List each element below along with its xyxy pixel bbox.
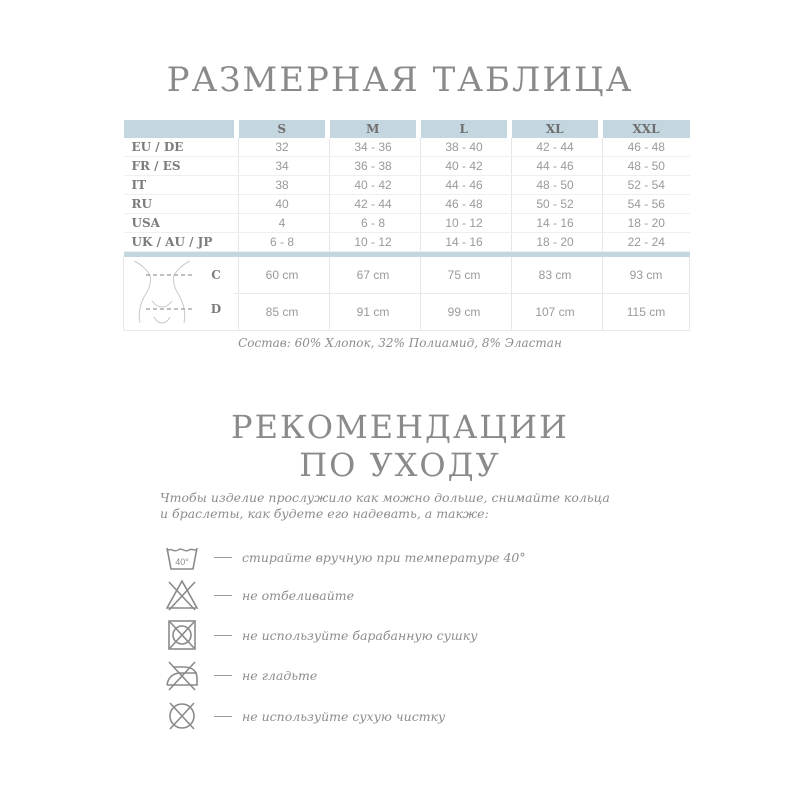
size-table: [123, 120, 690, 331]
table-cell: 32: [239, 138, 326, 157]
fabric-composition: Состав: 60% Хлопок, 32% Полиамид, 8% Эластан: [238, 336, 562, 350]
row-label: FR / ES: [124, 157, 235, 176]
care-text: не используйте барабанную сушку: [242, 627, 478, 643]
table-cell: 48 - 50: [512, 176, 599, 195]
table-cell: 52 - 54: [603, 176, 690, 195]
table-cell: 18 - 20: [603, 214, 690, 233]
body-figure-cell: [124, 257, 235, 331]
care-text: не отбеливайте: [242, 587, 355, 603]
care-item-no-tumble-dry: [162, 617, 602, 653]
table-cell: 40: [239, 195, 326, 214]
table-cell: 14 - 16: [512, 214, 599, 233]
size-header: XXL: [603, 120, 690, 138]
size-header: XL: [512, 120, 599, 138]
table-cell: 34: [239, 157, 326, 176]
table-cell: 6 - 8: [330, 214, 417, 233]
no-bleach-icon: [162, 577, 202, 613]
table-cell: 46 - 48: [603, 138, 690, 157]
table-cell: 67 cm: [330, 257, 417, 294]
table-cell: 18 - 20: [512, 233, 599, 252]
dash: [214, 716, 232, 717]
size-chart-title: РАЗМЕРНАЯ ТАБЛИЦА: [166, 60, 634, 100]
row-label: UK / AU / JP: [124, 233, 235, 252]
table-cell: 34 - 36: [330, 138, 417, 157]
table-cell: 115 cm: [603, 294, 690, 331]
table-row: [124, 176, 690, 195]
table-cell: 42 - 44: [512, 138, 599, 157]
table-cell: 10 - 12: [330, 233, 417, 252]
table-row: [124, 138, 690, 157]
torso-outline-icon: [134, 261, 190, 323]
table-cell: 14 - 16: [421, 233, 508, 252]
care-intro-line1: Чтобы изделие прослужило как можно дольше, снимайте кольца: [160, 490, 610, 505]
care-item-no-dry-clean: [162, 698, 602, 734]
row-label: RU: [124, 195, 235, 214]
measure-label-c: C: [211, 268, 221, 282]
no-tumble-dry-icon: [162, 617, 202, 653]
table-cell: 83 cm: [512, 257, 599, 294]
size-header: S: [239, 120, 326, 138]
dash: [214, 595, 232, 596]
table-row: [124, 195, 690, 214]
table-cell: 46 - 48: [421, 195, 508, 214]
table-cell: 75 cm: [421, 257, 508, 294]
table-cell: 40 - 42: [330, 176, 417, 195]
table-cell: 6 - 8: [239, 233, 326, 252]
size-header: L: [421, 120, 508, 138]
table-cell: 54 - 56: [603, 195, 690, 214]
table-cell: 93 cm: [603, 257, 690, 294]
table-cell: 36 - 38: [330, 157, 417, 176]
care-item-no-bleach: [162, 577, 602, 613]
dash: [214, 557, 232, 558]
table-cell: 99 cm: [421, 294, 508, 331]
hand-wash-40-icon: [162, 539, 202, 575]
care-title-line2: ПО УХОДУ: [299, 446, 501, 484]
table-cell: 50 - 52: [512, 195, 599, 214]
table-cell: 60 cm: [239, 257, 326, 294]
table-cell: 44 - 46: [512, 157, 599, 176]
table-cell: 91 cm: [330, 294, 417, 331]
body-measurement-figure: [124, 257, 234, 330]
table-cell: 42 - 44: [330, 195, 417, 214]
care-title-line1: РЕКОМЕНДАЦИИ: [231, 408, 569, 446]
measurement-row: [124, 257, 690, 294]
table-cell: 22 - 24: [603, 233, 690, 252]
care-text: не используйте сухую чистку: [242, 708, 446, 724]
care-text: не гладьте: [242, 667, 318, 683]
care-title: [0, 408, 800, 484]
size-header: M: [330, 120, 417, 138]
table-cell: 44 - 46: [421, 176, 508, 195]
care-intro-line2: и браслеты, как будете его надевать, а также:: [160, 506, 489, 521]
table-cell: 107 cm: [512, 294, 599, 331]
table-cell: 48 - 50: [603, 157, 690, 176]
care-item-hand-wash: [162, 539, 602, 575]
row-label: USA: [124, 214, 235, 233]
dash: [214, 635, 232, 636]
table-cell: 38: [239, 176, 326, 195]
row-label: EU / DE: [124, 138, 235, 157]
measure-label-d: D: [210, 302, 222, 316]
no-dry-clean-icon: [162, 698, 202, 734]
wash-temperature: 40°: [175, 557, 189, 567]
care-text: стирайте вручную при температуре 40°: [242, 549, 526, 565]
table-cell: 4: [239, 214, 326, 233]
care-intro: [160, 490, 660, 522]
table-cell: 38 - 40: [421, 138, 508, 157]
table-cell: 10 - 12: [421, 214, 508, 233]
row-label: IT: [124, 176, 235, 195]
dash: [214, 675, 232, 676]
size-header-row: [124, 120, 690, 138]
table-row: [124, 233, 690, 252]
header-corner: [124, 120, 235, 138]
no-iron-icon: [162, 657, 202, 693]
table-cell: 40 - 42: [421, 157, 508, 176]
table-cell: 85 cm: [239, 294, 326, 331]
table-row: [124, 157, 690, 176]
table-row: [124, 214, 690, 233]
care-item-no-iron: [162, 657, 602, 693]
